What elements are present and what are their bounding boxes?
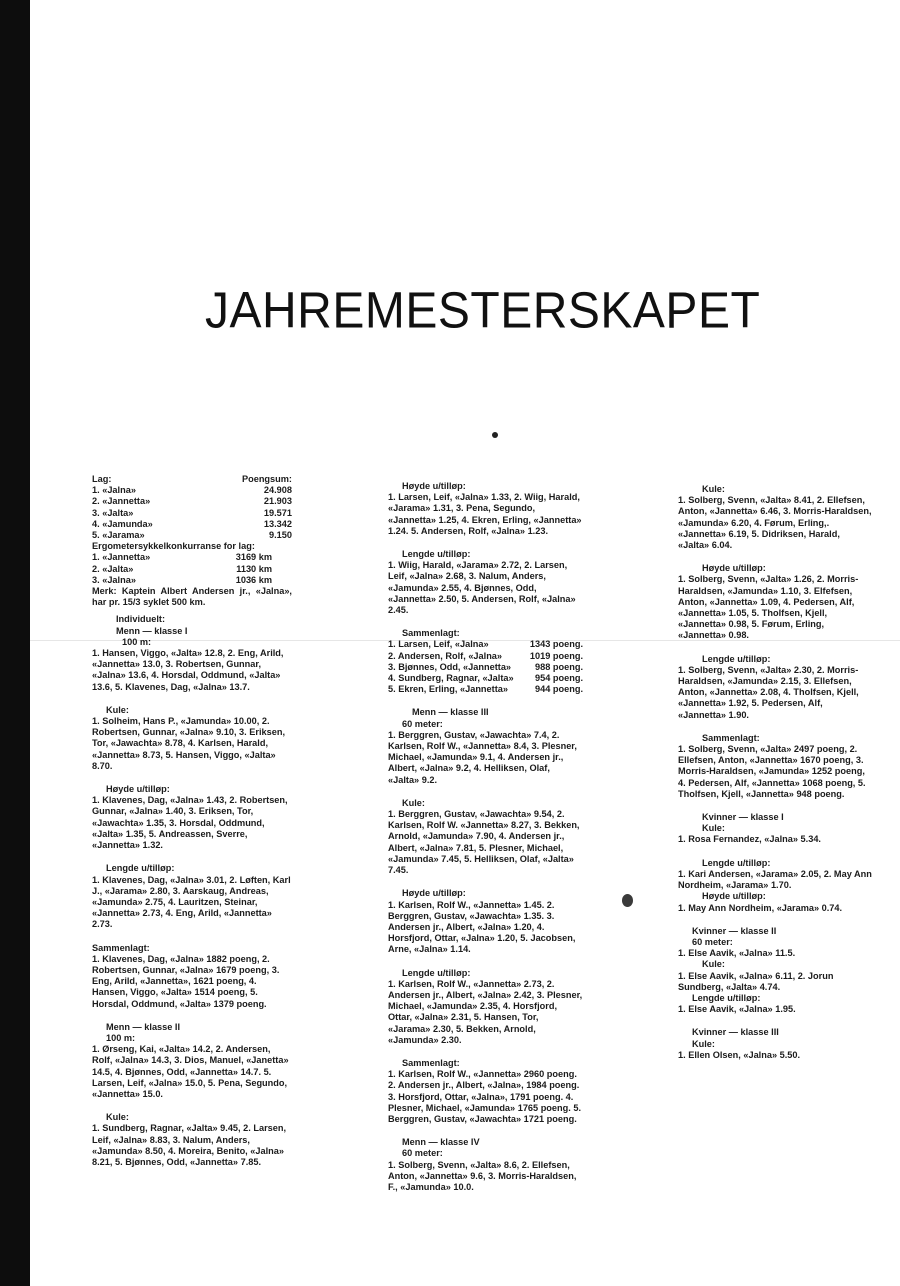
score-row xyxy=(388,673,583,684)
ergo-team: 2. «Jalta» xyxy=(92,563,134,574)
points: 954 poeng. xyxy=(535,673,583,684)
team-row xyxy=(92,485,292,496)
athlete: 2. Andersen, Rolf, «Jalna» xyxy=(388,650,503,661)
event-results: 1. Karlsen, Rolf W., «Jannetta» 2960 poeng. 2. Andersen jr., Albert, «Jalna», 1984 poeng. 3. Horsfjord, Ottar, «Jalna», 1791 poeng. 4. Plesner, Michael, «Jamunda» 1765 poeng. 5. Berggren, Gustav, «Jawachta» 1721 poeng. xyxy=(388,1069,582,1124)
event-heading: Lengde u/tilløp: xyxy=(702,653,771,664)
event-heading: Høyde u/tilløp: xyxy=(106,784,170,795)
ergo-distance: 1036 km xyxy=(235,574,272,585)
ergo-header: Ergometersykkelkonkurranse for lag: xyxy=(92,541,255,552)
event-heading: Sammenlagt: xyxy=(702,732,760,743)
event-heading: Høyde u/tilløp: xyxy=(702,563,766,574)
team-score: 21.903 xyxy=(263,496,292,507)
class-heading: Menn — klasse I xyxy=(116,625,188,636)
event-heading: Lengde u/tilløp: xyxy=(702,857,771,868)
team-row xyxy=(92,530,292,541)
event-heading: Høyde u/tilløp: xyxy=(702,891,766,902)
event-results: 1. May Ann Nordheim, «Jarama» 0.74. xyxy=(678,902,843,913)
team-row xyxy=(92,496,292,507)
score-row xyxy=(388,651,583,662)
event-results: 1. Else Aavik, «Jalna» 11.5. xyxy=(678,948,796,959)
note-merk: Merk: Kaptein Albert Andersen jr., «Jalna», har pr. 15/3 syklet 500 km. xyxy=(92,586,292,608)
score-row xyxy=(388,639,583,650)
event-results: 1. Sundberg, Ragnar, «Jalta» 9.45, 2. Larsen, Leif, «Jalna» 8.83, 3. Nalum, Anders, «Jamunda» 8.50, 4. Moreira, Benito, «Jalna» 8.21, 5. Bjønnes, Odd, «Jannetta» 7.85. xyxy=(92,1123,287,1167)
class-heading: Kvinner — klasse II xyxy=(692,925,777,936)
points: 1019 poeng. xyxy=(529,650,583,661)
event-results: 1. Solberg, Svenn, «Jalta» 2497 poeng, 2. Ellefsen, Anton, «Jannetta» 1670 poeng, 3. Morris-Haraldsen, «Jamunda» 1252 poeng, 4. Pedersen, Alf, «Jannetta» 1068 poeng, 5. Tholfsen, Kjell, «Jannetta» 948 poeng. xyxy=(678,744,866,799)
individuelt-heading: Individuelt: xyxy=(116,614,165,625)
athlete: 4. Sundberg, Ragnar, «Jalta» xyxy=(388,673,514,684)
event-heading: Kule: xyxy=(106,1112,129,1123)
ergo-team: 3. «Jalna» xyxy=(92,574,136,585)
event-results: 1. Hansen, Viggo, «Jalta» 12.8, 2. Eng, Arild, «Jannetta» 13.0, 3. Robertsen, Gunnar, «Jalna» 13.6, 4. Horsdal, Oddmund, «Jalta» 13.6, 5. Klavenes, Dag, «Jalna» 13.7. xyxy=(92,648,284,692)
event-heading: Kule: xyxy=(692,1038,715,1049)
ergo-team: 1. «Jannetta» xyxy=(92,552,151,563)
team-row xyxy=(92,519,292,530)
event-results: 1. Ellen Olsen, «Jalna» 5.50. xyxy=(678,1049,801,1060)
column-left xyxy=(92,474,292,1168)
event-heading: Lengde u/tilløp: xyxy=(402,549,471,560)
team-name: 4. «Jamunda» xyxy=(92,518,153,529)
ink-speck xyxy=(622,894,633,907)
event-heading: 60 meter: xyxy=(692,936,733,947)
event-heading: Sammenlagt: xyxy=(402,628,460,639)
class-heading: Menn — klasse III xyxy=(412,707,489,718)
column-right xyxy=(678,484,872,1061)
event-heading: Kule: xyxy=(702,484,725,494)
event-results: 1. Wiig, Harald, «Jarama» 2.72, 2. Larsen, Leif, «Jalna» 2.68, 3. Nalum, Anders, «Jamunda» 2.55, 4. Bjønnes, Odd, «Jannetta» 2.50, 5. Andersen, Rolf, «Jalna» 2.45. xyxy=(388,560,576,616)
class-heading: Menn — klasse II xyxy=(106,1021,181,1032)
event-results: 1. Klavenes, Dag, «Jalna» 3.01, 2. Løften, Karl J., «Jarama» 2.80, 3. Aarskaug, Andreas, «Jamunda» 2.75, 4. Lauritzen, Steinar, «Jannetta» 2.73, 4. Eng, Arild, «Jannetta» 2.73. xyxy=(92,874,291,930)
page-title: JAHREMESTERSKAPET xyxy=(205,283,761,340)
event-results: 1. Rosa Fernandez, «Jalna» 5.34. xyxy=(678,834,821,845)
event-heading: Lengde u/tilløp: xyxy=(106,863,175,874)
event-results: 1. Karlsen, Rolf W., «Jannetta» 1.45. 2. Berggren, Gustav, «Jawachta» 1.35. 3. Andersen jr., Albert, «Jalna» 1.20, 4. Horsfjord, Ottar, «Jalna» 1.20, 5. Jacobsen, Arne, «Jalna» 1.14. xyxy=(388,899,576,955)
athlete: 1. Larsen, Leif, «Jalna» xyxy=(388,639,489,650)
class-heading: Kvinner — klasse III xyxy=(692,1027,779,1038)
event-results: 1. Karlsen, Rolf W., «Jannetta» 2.73, 2. Andersen jr., Albert, «Jalna» 2.42, 3. Plesner, Michael, «Jamunda» 2.35, 4. Horsfjord, Ottar, «Jalna» 2.31, 5. Hansen, Tor, «Jarama» 2.30, 5. Bekken, Arnold, «Jamunda» 2.30. xyxy=(388,978,583,1045)
poengsum-header: Poengsum: xyxy=(241,474,292,484)
team-name: 5. «Jarama» xyxy=(92,530,145,541)
event-results: 1. Larsen, Leif, «Jalna» 1.33, 2. Wiig, Harald, «Jarama» 1.31, 3. Pena, Segundo, «Jannetta» 1.25, 4. Ekren, Erling, «Jannetta» 1.24. 5. Andersen, Rolf, «Jalna» 1.23. xyxy=(388,492,582,536)
points: 1343 poeng. xyxy=(529,639,583,650)
score-row xyxy=(388,684,583,695)
ergo-distance: 3169 km xyxy=(235,552,272,563)
points: 944 poeng. xyxy=(535,684,583,695)
event-results: 1. Else Aavik, «Jalna» 6.11, 2. Jorun Sundberg, «Jalta» 4.74. xyxy=(678,970,834,992)
event-heading: 60 meter: xyxy=(402,718,443,729)
ergo-row xyxy=(92,564,272,575)
ergo-row xyxy=(92,575,272,586)
scan-edge-shadow xyxy=(0,0,30,1286)
team-score: 19.571 xyxy=(263,507,292,518)
event-heading: Høyde u/tilløp: xyxy=(402,481,466,491)
team-name: 2. «Jannetta» xyxy=(92,496,151,507)
event-results: 1. Solberg, Svenn, «Jalta» 8.41, 2. Ellefsen, Anton, «Jannetta» 6.46, 3. Morris-Haraldsen, «Jamunda» 6.20, 4. Førum, Erling,. «Jannetta» 6.19, 5. Didriksen, Harald, «Jalta» 6.04. xyxy=(678,495,872,551)
event-results: 1. Solberg, Svenn, «Jalta» 8.6, 2. Ellefsen, Anton, «Jannetta» 9.6, 3. Morris-Haraldsen, F., «Jamunda» 10.0. xyxy=(388,1159,577,1192)
ergo-distance: 1130 km xyxy=(236,563,272,574)
event-heading: Kule: xyxy=(702,823,725,834)
event-heading: Sammenlagt: xyxy=(402,1057,460,1068)
event-heading: 100 m: xyxy=(122,636,152,647)
event-results: 1. Klavenes, Dag, «Jalna» 1882 poeng, 2. Robertsen, Gunnar, «Jalna» 1679 poeng, 3. Eng, Arild, «Jannetta», 1621 poeng, 4. Hansen, Viggo, «Jalta» 1514 poeng, 5. Horsdal, Oddmund, «Jalta» 1379 poeng. xyxy=(92,953,280,1009)
lag-header: Lag: xyxy=(92,474,112,484)
team-table-header xyxy=(92,474,292,485)
event-heading: Kule: xyxy=(106,704,129,715)
event-results: 1. Kari Andersen, «Jarama» 2.05, 2. May Ann Nordheim, «Jarama» 1.70. xyxy=(678,868,872,891)
event-results: 1. Klavenes, Dag, «Jalna» 1.43, 2. Robertsen, Gunnar, «Jalna» 1.40, 3. Eriksen, Tor, «Jawachta» 1.35, 3. Horsdal, Oddmund, «Jalta» 1.35, 5. Andreassen, Sverre, «Jannetta» 1.32. xyxy=(92,795,288,851)
event-results: 1. Berggren, Gustav, «Jawachta» 9.54, 2. Karlsen, Rolf W. «Jannetta» 8.27, 3. Bekken, Arnold, «Jamunda» 7.90, 4. Andersen jr., Albert, «Jalna» 7.81, 5. Plesner, Michael, «Jamunda» 7.45, 5. Helliksen, Olaf, «Jalta» 7.45. xyxy=(388,809,580,876)
athlete: 3. Bjønnes, Odd, «Jannetta» xyxy=(388,661,512,672)
event-heading: Kule: xyxy=(702,959,725,970)
bullet-dot xyxy=(492,432,498,438)
event-heading: Lengde u/tilløp: xyxy=(402,967,471,978)
team-score: 13.342 xyxy=(263,518,292,529)
event-results: 1. Solheim, Hans P., «Jamunda» 10.00, 2. Robertsen, Gunnar, «Jalna» 9.10, 3. Eriksen, Tor, «Jawachta» 8.78, 4. Karlsen, Harald, «Jannetta» 8.73, 5. Hansen, Viggo, «Jalta» 8.70. xyxy=(92,716,286,771)
event-heading: Høyde u/tilløp: xyxy=(402,888,466,899)
class-heading: Menn — klasse IV xyxy=(402,1137,480,1148)
ergo-row xyxy=(92,552,272,563)
event-heading: 60 meter: xyxy=(402,1148,443,1159)
event-heading: Sammenlagt: xyxy=(92,942,150,953)
event-heading: 100 m: xyxy=(106,1032,136,1043)
team-score: 24.908 xyxy=(263,485,292,496)
team-score: 9.150 xyxy=(269,530,292,541)
event-results: 1. Berggren, Gustav, «Jawachta» 7.4, 2. Karlsen, Rolf W., «Jannetta» 8.4, 3. Plesner, Michael, «Jamunda» 9.1, 4. Andersen jr., Albert, «Jalna» 9.2, 4. Helliksen, Olaf, «Jalta» 9.2. xyxy=(388,729,577,785)
event-results: 1. Solberg, Svenn, «Jalta» 2.30, 2. Morris-Haraldsen, «Jamunda» 2.15, 3. Ellefsen, Anton, «Jannetta» 2.08, 4. Tholfsen, Kjell, «Jannetta» 1.92, 5. Pedersen, Alf, «Jannetta» 1.90. xyxy=(678,664,859,720)
score-row xyxy=(388,662,583,673)
points: 988 poeng. xyxy=(535,661,583,672)
column-middle xyxy=(388,481,583,1193)
event-results: 1. Else Aavik, «Jalna» 1.95. xyxy=(678,1004,796,1015)
athlete: 5. Ekren, Erling, «Jannetta» xyxy=(388,684,508,695)
event-heading: Lengde u/tilløp: xyxy=(692,992,761,1003)
team-name: 3. «Jalta» xyxy=(92,507,134,518)
team-row xyxy=(92,508,292,519)
event-results: 1. Ørseng, Kai, «Jalta» 14.2, 2. Andersen, Rolf, «Jalna» 14.3, 3. Dios, Manuel, «Janetta» 14.5, 4. Bjønnes, Odd, «Jannetta» 14.7. 5. Larsen, Leif, «Jalna» 15.0, 5. Pena, Segundo, «Jannetta» 15.0. xyxy=(92,1044,289,1099)
event-heading: Kule: xyxy=(402,797,425,808)
team-name: 1. «Jalna» xyxy=(92,485,136,496)
class-heading: Kvinner — klasse I xyxy=(702,812,784,823)
event-results: 1. Solberg, Svenn, «Jalta» 1.26, 2. Morris-Haraldsen, «Jamunda» 1.10, 3. Elfefsen, Anton, «Jannetta» 1.09, 4. Pedersen, Alf, «Jannetta» 1.05, 5. Tholfsen, Kjell, «Jannetta» 0.98, 5. Førum, Erling, «Jannetta» 0.98. xyxy=(678,574,859,641)
